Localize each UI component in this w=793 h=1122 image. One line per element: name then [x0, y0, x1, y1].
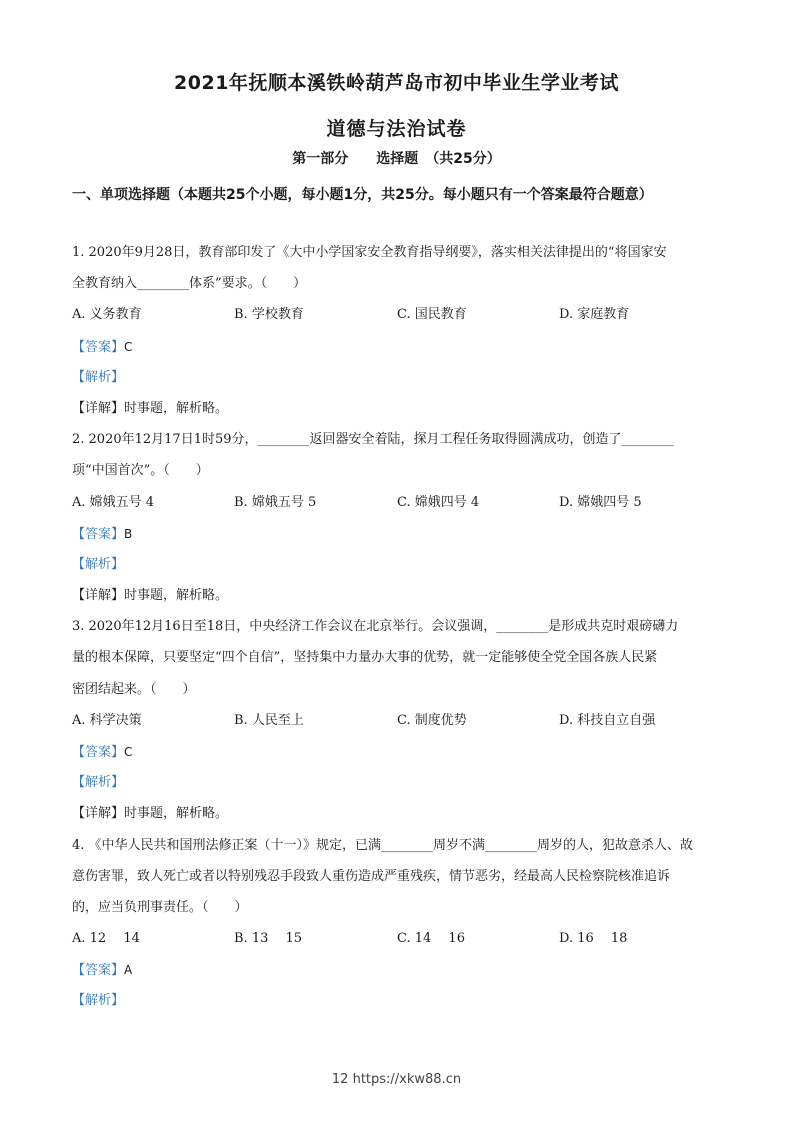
- exam-subject-title: 道德与法治试卷: [326, 118, 467, 140]
- question-3-text: 量的根本保障，只要坚定“四个自信”，坚持集中力量办大事的优势，就一定能够使全党全国各族人民紧: [72, 650, 658, 665]
- question-3-text: 密团结起来。（ ）: [72, 682, 196, 697]
- question-4-option-a: A. 12 14: [72, 931, 140, 946]
- question-3-option-b: B. 人民至上: [234, 713, 304, 728]
- question-4-answer: [72, 960, 132, 981]
- question-1-detail: 【详解】时事题，解析略。: [72, 401, 229, 416]
- question-2-answer: [72, 524, 132, 545]
- question-2-option-b: B. 嫦娥五号 5: [234, 495, 317, 510]
- question-1-text: 全教育纳入________体系”要求。（ ）: [72, 276, 307, 291]
- answer-label: 【答案】: [72, 745, 125, 760]
- question-2-analysis-label: 【解析】: [72, 557, 125, 572]
- answer-label: 【答案】: [72, 527, 125, 542]
- question-4-option-d: D. 16 18: [559, 931, 628, 946]
- question-1-analysis-label: 【解析】: [72, 370, 125, 385]
- question-4-option-b: B. 13 15: [234, 931, 303, 946]
- question-2-text: 2. 2020年12月17日1时59分，________返回器安全着陆，探月工程任务取得圆满成功，创造了________: [72, 432, 674, 447]
- question-1-text: 1. 2020年9月28日，教育部印发了《大中小学国家安全教育指导纲要》，落实相关法律提出的“将国家安: [72, 245, 667, 260]
- question-3-option-c: C. 制度优势: [397, 713, 467, 728]
- answer-label: 【答案】: [72, 340, 125, 355]
- answer-value: A: [124, 963, 133, 977]
- page-footer: 12 https://xkw88.cn: [331, 1072, 462, 1087]
- question-4-text: 的，应当负刑事责任。（ ）: [72, 900, 248, 915]
- question-3-analysis-label: 【解析】: [72, 775, 125, 790]
- question-4-analysis-label: 【解析】: [72, 993, 125, 1008]
- question-2-option-c: C. 嫦娥四号 4: [397, 495, 480, 510]
- question-3-option-a: A. 科学决策: [72, 713, 142, 728]
- question-2-option-a: A. 嫦娥五号 4: [72, 495, 155, 510]
- question-4-option-c: C. 14 16: [397, 931, 465, 946]
- question-1-option-b: B. 学校教育: [234, 307, 304, 322]
- answer-value: C: [124, 340, 133, 354]
- question-3-option-d: D. 科技自立自强: [559, 713, 656, 728]
- question-3-text: 3. 2020年12月16日至18日，中央经济工作会议在北京举行。会议强调，________是形成共克时艰磅礴力: [72, 619, 679, 634]
- question-4-text: 意伤害罪，致人死亡或者以特别残忍手段致人重伤造成严重残疾，情节恶劣，经最高人民检察院核准追诉: [72, 869, 671, 884]
- answer-value: B: [124, 527, 133, 541]
- question-1-option-a: A. 义务教育: [72, 307, 142, 322]
- question-3-detail: 【详解】时事题，解析略。: [72, 806, 229, 821]
- question-3-answer: [72, 742, 132, 763]
- question-1-option-c: C. 国民教育: [397, 307, 467, 322]
- question-2-text: 项“中国首次”。（ ）: [72, 463, 209, 478]
- question-4-text: 4. 《中华人民共和国刑法修正案（十一）》规定，已满________周岁不满________周岁的人，犯故意杀人、故: [72, 838, 694, 853]
- answer-value: C: [124, 745, 133, 759]
- question-2-option-d: D. 嫦娥四号 5: [559, 495, 642, 510]
- exam-title: 2021年抚顺本溪铁岭葫芦岛市初中毕业生学业考试: [174, 72, 619, 94]
- answer-label: 【答案】: [72, 963, 125, 978]
- question-2-detail: 【详解】时事题，解析略。: [72, 588, 229, 603]
- section-heading: 一、单项选择题（本题共25个小题，每小题1分，共25分。每小题只有一个答案最符合题意）: [72, 187, 653, 203]
- part-heading: 第一部分 选择题 （共25分）: [292, 151, 501, 167]
- question-1-answer: [72, 337, 132, 358]
- question-1-option-d: D. 家庭教育: [559, 307, 630, 322]
